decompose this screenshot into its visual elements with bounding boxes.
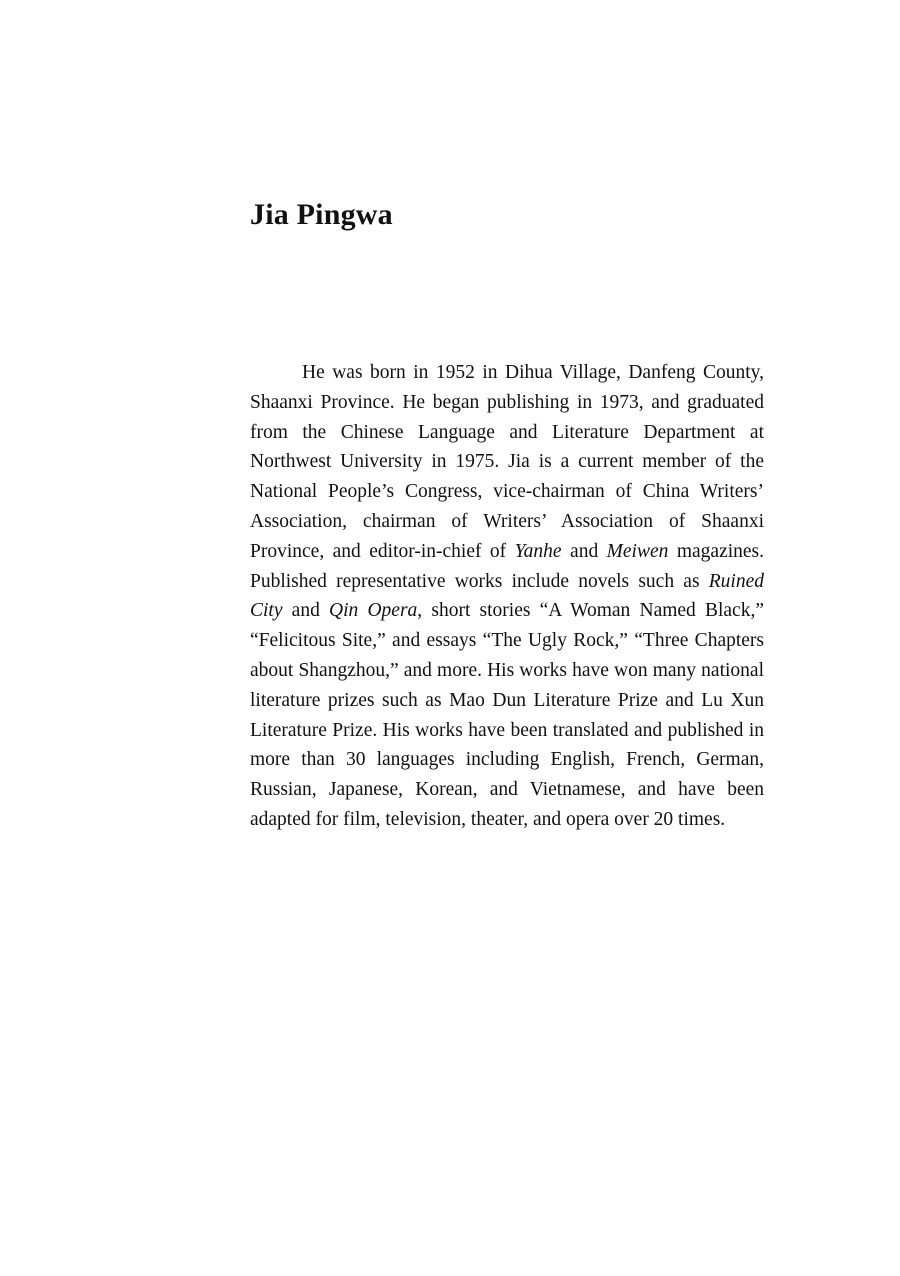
- magazine-title-meiwen: Meiwen: [606, 540, 669, 562]
- novel-title-ruined-city: Ruined City: [250, 570, 764, 622]
- page-title: Jia Pingwa: [250, 198, 393, 231]
- biography-paragraph: [250, 358, 764, 835]
- bio-text-2: magazines. Published representative works include novels such as: [250, 540, 765, 592]
- magazine-title-yanhe: Yanhe: [514, 540, 562, 562]
- bio-text-and-2: and: [282, 600, 330, 622]
- bio-text-1: He was born in 1952 in Dihua Village, Danfeng County, Shaanxi Province. He began publishing in 1973, and graduated from the Chinese Language and Literature Department at Northwest University in 1975. Jia is a current member of the National People’s Congress, vice-chairman of China Writers’ Association, chairman of Writers’ Association of Shaanxi Province, and editor-in-chief of: [250, 362, 764, 562]
- bio-text-3: , short stories “A Woman Named Black,” “Felicitous Site,” and essays “The Ugly Rock,” “Three Chapters about Shangzhou,” and more. His works have won many national literature prizes such as Mao Dun Literature Prize and Lu Xun Literature Prize. His works have been translated and published in more than 30 languages including English, French, German, Russian, Japanese, Korean, and Vietnamese, and have been adapted for film, television, theater, and opera over 20 times.: [250, 600, 764, 830]
- bio-text-and-1: and: [561, 540, 607, 562]
- novel-title-qin-opera: Qin Opera: [329, 600, 418, 622]
